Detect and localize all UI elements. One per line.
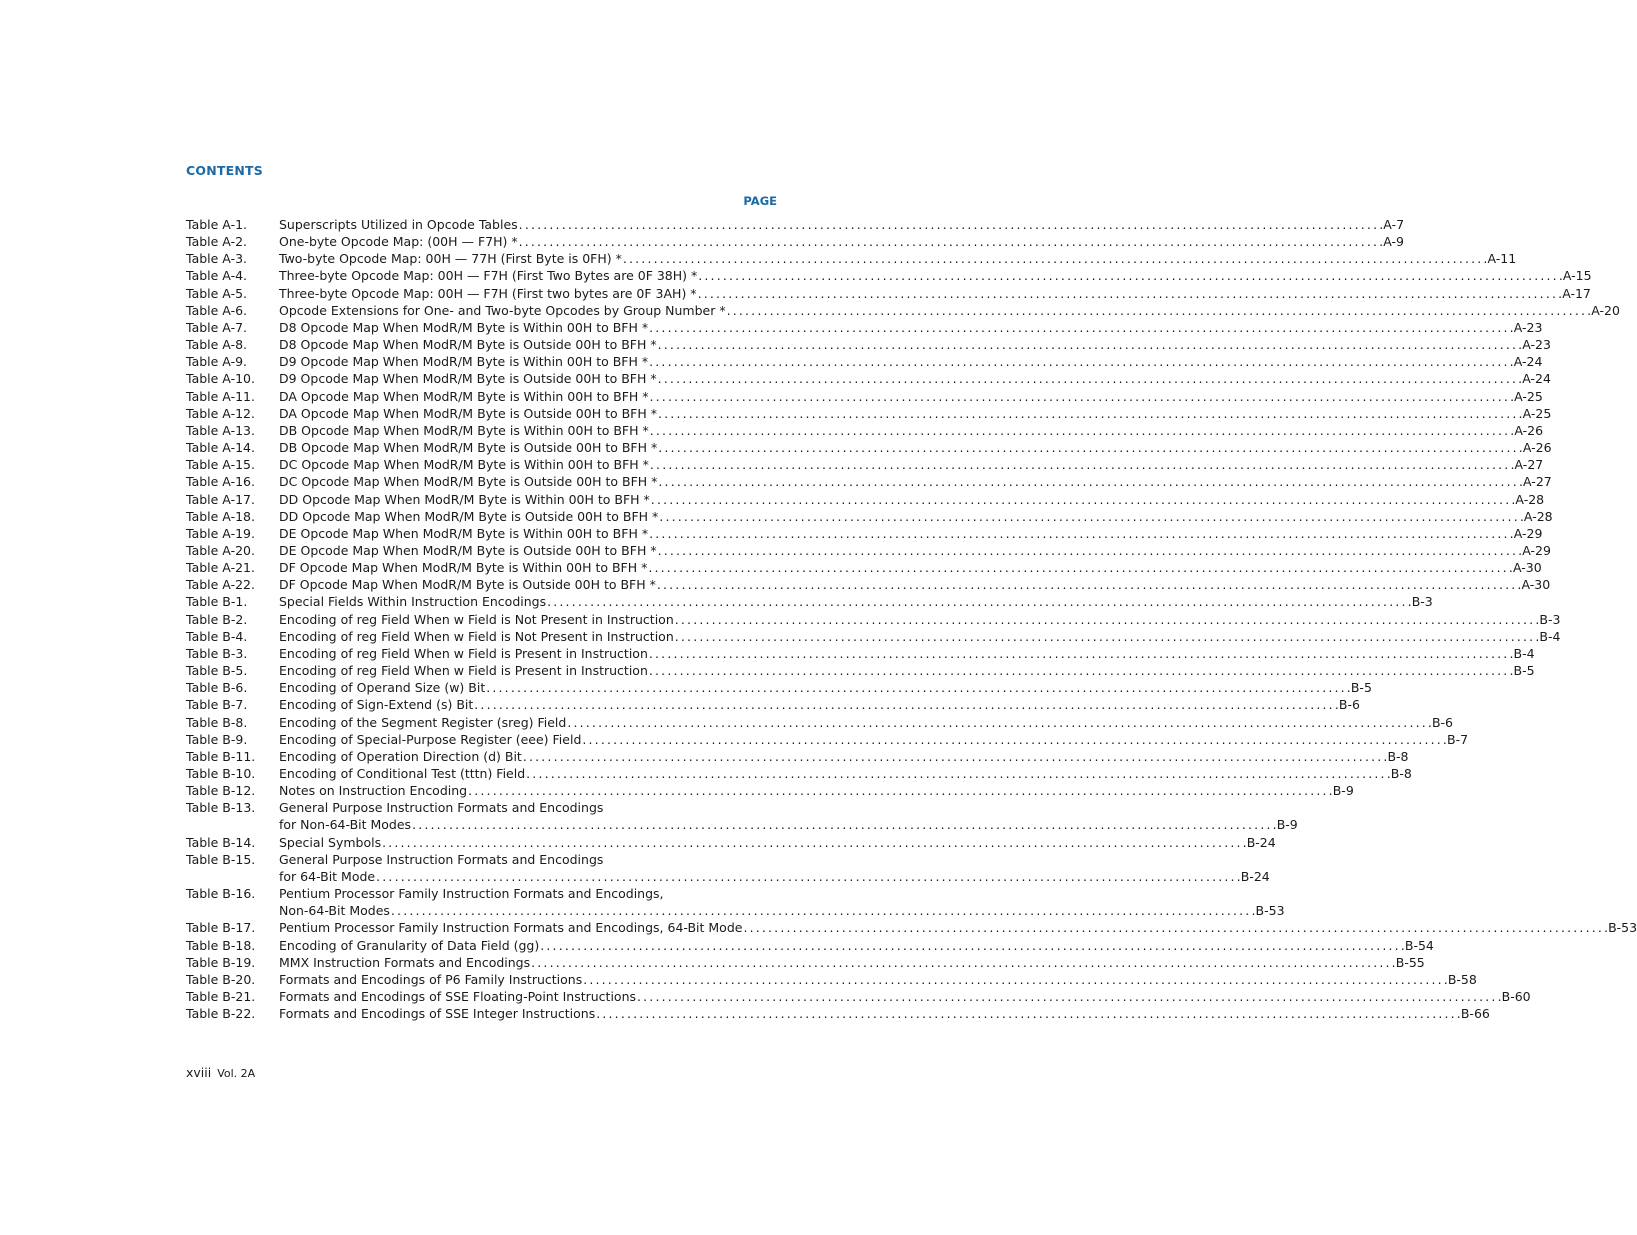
toc-entry-title: DD Opcode Map When ModR/M Byte is Outside 00H to BFH *	[279, 508, 659, 524]
toc-entry-title: Three-byte Opcode Map: 00H — F7H (First Two Bytes are 0F 38H) *	[279, 268, 698, 284]
toc-entry-title: Special Symbols	[279, 834, 382, 850]
toc-entry-page: B-24	[1246, 834, 1276, 850]
toc-entry[interactable]	[186, 491, 1545, 508]
toc-entry-number: Table B-13.	[186, 800, 256, 816]
toc-entry-page: A-26	[1522, 440, 1552, 456]
toc-entry[interactable]	[186, 1005, 1490, 1022]
toc-entry[interactable]	[186, 679, 1372, 696]
toc-entry-number: Table A-13.	[186, 422, 255, 438]
toc-entry[interactable]	[186, 576, 1551, 593]
toc-entry[interactable]	[186, 233, 1404, 250]
toc-entry-page: B-6	[1431, 714, 1454, 730]
toc-entry-page: A-24	[1522, 371, 1551, 387]
toc-entry[interactable]	[186, 405, 1552, 422]
toc-entry-page: A-25	[1514, 388, 1543, 404]
toc-entry-title: DA Opcode Map When ModR/M Byte is Within 00H to BFH *	[279, 388, 649, 404]
dot-leader	[391, 902, 1255, 919]
toc-entry-page: A-24	[1513, 354, 1543, 370]
toc-entry-number: Table B-18.	[186, 937, 256, 953]
toc-entry-page: A-27	[1514, 457, 1544, 473]
toc-entry-number: Table B-19.	[186, 954, 256, 970]
toc-entry-page: B-6	[1338, 697, 1360, 713]
toc-entry-page: B-4	[1539, 628, 1561, 644]
toc-entry-title: Opcode Extensions for One- and Two-byte Opcodes by Group Number *	[279, 302, 726, 318]
toc-entry-page: B-7	[1447, 731, 1469, 747]
dot-leader	[659, 508, 1523, 525]
dot-leader	[675, 628, 1539, 645]
toc-entry-title: Formats and Encodings of P6 Family Instructions	[279, 971, 583, 987]
toc-entry-number: Table A-8.	[186, 337, 248, 353]
toc-entry-page: A-28	[1515, 491, 1545, 507]
toc-entry-title: Formats and Encodings of SSE Floating-Point Instructions	[279, 989, 637, 1005]
toc-entry-number: Table B-14.	[186, 834, 256, 850]
toc-entry[interactable]	[186, 696, 1360, 713]
toc-entry[interactable]	[186, 285, 1591, 302]
toc-entry-page: A-17	[1562, 285, 1591, 301]
toc-entry-title: for 64-Bit Mode	[279, 868, 376, 884]
toc-entry-title: Superscripts Utilized in Opcode Tables	[279, 217, 518, 232]
toc-entry[interactable]	[186, 525, 1543, 542]
toc-entry[interactable]	[186, 971, 1477, 988]
toc-entry[interactable]	[186, 353, 1543, 370]
toc-entry-title: DF Opcode Map When ModR/M Byte is Outside 00H to BFH *	[279, 577, 656, 593]
toc-entry-number: Table B-22.	[186, 1006, 256, 1022]
toc-entry[interactable]	[186, 851, 1270, 885]
toc-entry-number: Table B-6.	[186, 680, 248, 696]
toc-entry[interactable]	[186, 628, 1561, 645]
dot-leader	[650, 422, 1514, 439]
footer-page-number: xviii	[186, 1065, 212, 1080]
toc-entry-number: Table A-7.	[186, 319, 248, 335]
toc-entry-number: Table A-9.	[186, 354, 248, 370]
toc-entry-title: Formats and Encodings of SSE Integer Instructions	[279, 1006, 596, 1022]
toc-entry[interactable]	[186, 508, 1553, 525]
toc-entry-title: Two-byte Opcode Map: 00H — 77H (First Byte is 0FH) *	[279, 251, 622, 267]
toc-entry[interactable]	[186, 765, 1412, 782]
toc-entry[interactable]	[186, 799, 1298, 833]
toc-entry[interactable]	[186, 250, 1517, 267]
toc-entry-page: B-24	[1240, 868, 1270, 884]
toc-entry-number: Table B-20.	[186, 971, 256, 987]
toc-entry-number: Table B-15.	[186, 851, 256, 867]
toc-entry-title: DA Opcode Map When ModR/M Byte is Outside 00H to BFH *	[279, 405, 657, 421]
toc-entry[interactable]	[186, 731, 1469, 748]
dot-leader	[649, 525, 1513, 542]
toc-entry-number: Table A-16.	[186, 474, 255, 490]
dot-leader	[412, 816, 1276, 833]
toc-entry-number: Table B-2.	[186, 611, 248, 627]
toc-entry-number: Table B-8.	[186, 714, 248, 730]
toc-entry-number: Table B-17.	[186, 920, 256, 936]
toc-entry-title: DB Opcode Map When ModR/M Byte is Within 00H to BFH *	[279, 422, 649, 438]
toc-entry-title: DC Opcode Map When ModR/M Byte is Within 00H to BFH *	[279, 457, 649, 473]
dot-leader	[540, 937, 1404, 954]
toc-entry-page: A-30	[1512, 560, 1542, 576]
dot-leader	[623, 250, 1487, 267]
toc-entry-number: Table A-19.	[186, 525, 255, 541]
dot-leader	[743, 919, 1607, 936]
toc-entry-number: Table A-22.	[186, 577, 255, 593]
toc-entry-number: Table A-15.	[186, 457, 255, 473]
toc-entry-title: Encoding of reg Field When w Field is Present in Instruction	[279, 663, 648, 679]
toc-entry-title: Encoding of Conditional Test (tttn) Field	[279, 766, 526, 781]
footer-volume: Vol. 2A	[217, 1067, 256, 1080]
toc-entry-title: One-byte Opcode Map: (00H — F7H) *	[279, 234, 518, 250]
dot-leader	[468, 782, 1332, 799]
toc-entry-title: D9 Opcode Map When ModR/M Byte is Within 00H to BFH *	[279, 354, 649, 370]
dot-leader	[658, 473, 1522, 490]
toc-entry[interactable]	[186, 954, 1425, 971]
toc-entry-title: Encoding of the Segment Register (sreg) Field	[279, 714, 567, 730]
toc-entry-number: Table B-3.	[186, 645, 248, 661]
toc-entry-title: DC Opcode Map When ModR/M Byte is Outside 00H to BFH *	[279, 474, 658, 490]
toc-entry-page: A-23	[1522, 337, 1551, 353]
dot-leader	[519, 216, 1383, 233]
dot-leader	[519, 233, 1383, 250]
toc-entry-number: Table A-3.	[186, 251, 248, 267]
toc-entry[interactable]	[186, 473, 1552, 490]
contents-heading: CONTENTS	[186, 163, 263, 178]
toc-entry-page: A-20	[1591, 302, 1620, 318]
dot-leader	[658, 439, 1522, 456]
page-footer	[186, 1065, 255, 1080]
dot-leader	[567, 714, 1431, 731]
toc-entry-number: Table A-17.	[186, 491, 255, 507]
dot-leader	[648, 559, 1512, 576]
toc-entry[interactable]	[186, 988, 1531, 1005]
dot-leader	[657, 576, 1521, 593]
toc-entry[interactable]	[186, 782, 1354, 799]
dot-leader	[649, 319, 1513, 336]
toc-entry-number: Table A-5.	[186, 285, 248, 301]
toc-entry-title: MMX Instruction Formats and Encodings	[279, 954, 531, 970]
toc-entry-title: Notes on Instruction Encoding	[279, 783, 468, 799]
toc-entry-number: Table A-6.	[186, 302, 248, 318]
dot-leader	[526, 765, 1390, 782]
toc-entry-title: Encoding of reg Field When w Field is Not Present in Instruction	[279, 628, 674, 644]
toc-entry[interactable]	[186, 919, 1637, 936]
dot-leader	[658, 405, 1522, 422]
toc-entry-number: Table A-20.	[186, 542, 255, 558]
toc-entry-title: DD Opcode Map When ModR/M Byte is Within 00H to BFH *	[279, 491, 650, 507]
toc-entry-page: B-53	[1608, 920, 1637, 936]
table-of-contents-list	[186, 216, 1637, 1022]
toc-entry-number: Table B-1.	[186, 594, 248, 610]
toc-entry[interactable]	[186, 559, 1542, 576]
page-column-label: PAGE	[743, 194, 777, 208]
toc-entry-title: DE Opcode Map When ModR/M Byte is Within 00H to BFH *	[279, 525, 649, 541]
toc-entry-page: A-29	[1513, 525, 1543, 541]
dot-leader	[547, 593, 1411, 610]
dot-leader	[650, 388, 1514, 405]
dot-leader	[649, 353, 1513, 370]
toc-entry[interactable]	[186, 370, 1551, 387]
dot-leader	[583, 971, 1447, 988]
toc-entry-page: A-15	[1562, 268, 1592, 284]
toc-entry-title-first-line: General Purpose Instruction Formats and Encodings	[279, 800, 604, 816]
dot-leader	[649, 662, 1513, 679]
toc-entry-title: Non-64-Bit Modes	[279, 903, 390, 919]
toc-entry-page: B-5	[1513, 663, 1535, 679]
toc-entry-page: B-54	[1404, 937, 1434, 953]
toc-entry-title: DB Opcode Map When ModR/M Byte is Outside 00H to BFH *	[279, 440, 658, 456]
toc-entry-number: Table B-7.	[186, 697, 248, 713]
toc-entry-page: B-9	[1332, 783, 1354, 799]
toc-entry[interactable]	[186, 885, 1285, 919]
toc-entry[interactable]	[186, 714, 1454, 731]
toc-entry-number: Table A-10.	[186, 371, 255, 387]
toc-entry-page: B-58	[1447, 971, 1477, 987]
toc-entry[interactable]	[186, 937, 1434, 954]
toc-entry-title-first-line: Pentium Processor Family Instruction Formats and Encodings,	[279, 886, 664, 902]
toc-entry-page: B-60	[1501, 989, 1531, 1005]
toc-entry-page: A-29	[1522, 542, 1551, 558]
dot-leader	[486, 679, 1350, 696]
toc-entry-number: Table B-9.	[186, 731, 248, 747]
toc-entry-number: Table A-21.	[186, 560, 255, 576]
toc-entry-number: Table B-21.	[186, 989, 256, 1005]
toc-entry-page: A-26	[1514, 422, 1544, 438]
dot-leader	[650, 456, 1514, 473]
toc-entry-title: Encoding of Granularity of Data Field (gg)	[279, 937, 540, 953]
toc-entry-title: Encoding of reg Field When w Field is Not Present in Instruction	[279, 611, 674, 627]
toc-entry-page: A-30	[1521, 577, 1551, 593]
toc-entry[interactable]	[186, 302, 1620, 319]
toc-entry-title: Encoding of reg Field When w Field is Present in Instruction	[279, 645, 648, 661]
dot-leader	[582, 731, 1446, 748]
toc-entry[interactable]	[186, 388, 1543, 405]
toc-entry[interactable]	[186, 662, 1535, 679]
toc-entry-page: B-66	[1460, 1006, 1490, 1022]
toc-entry-page: A-9	[1383, 234, 1404, 250]
toc-entry[interactable]	[186, 542, 1551, 559]
dot-leader	[531, 954, 1395, 971]
toc-entry-title: D9 Opcode Map When ModR/M Byte is Outside 00H to BFH *	[279, 371, 657, 387]
toc-entry-number: Table B-16.	[186, 886, 256, 902]
dot-leader	[474, 696, 1338, 713]
toc-entry-page: A-23	[1513, 319, 1543, 335]
toc-entry[interactable]	[186, 611, 1561, 628]
toc-entry-title: Special Fields Within Instruction Encodings	[279, 594, 547, 610]
toc-entry-page: B-4	[1513, 645, 1535, 661]
toc-entry-title: Encoding of Operation Direction (d) Bit	[279, 748, 522, 764]
toc-entry-number: Table A-2.	[186, 234, 248, 250]
toc-entry-number: Table B-10.	[186, 766, 256, 781]
toc-entry-page: A-27	[1523, 474, 1552, 490]
toc-entry[interactable]	[186, 336, 1551, 353]
toc-entry[interactable]	[186, 593, 1433, 610]
toc-entry[interactable]	[186, 834, 1276, 851]
toc-entry-title: Encoding of Operand Size (w) Bit	[279, 680, 486, 696]
toc-entry-page: B-3	[1539, 611, 1561, 627]
toc-entry-page: B-53	[1255, 903, 1285, 919]
toc-entry-page: B-5	[1350, 680, 1372, 696]
toc-entry[interactable]	[186, 645, 1535, 662]
toc-entry-title: for Non-64-Bit Modes	[279, 817, 412, 833]
toc-entry[interactable]	[186, 439, 1552, 456]
dot-leader	[596, 1005, 1460, 1022]
dot-leader	[658, 336, 1522, 353]
dot-leader	[376, 868, 1240, 885]
toc-entry-number: Table A-11.	[186, 388, 255, 404]
toc-entry-title: Encoding of Sign-Extend (s) Bit	[279, 697, 474, 713]
toc-entry-page: B-3	[1411, 594, 1433, 610]
toc-entry-title: DF Opcode Map When ModR/M Byte is Within 00H to BFH *	[279, 560, 648, 576]
dot-leader	[727, 302, 1591, 319]
toc-entry-page: B-8	[1390, 766, 1412, 781]
dot-leader	[649, 645, 1513, 662]
toc-entry-number: Table B-4.	[186, 628, 248, 644]
toc-entry-number: Table B-5.	[186, 663, 248, 679]
toc-entry-number: Table A-4.	[186, 268, 248, 284]
toc-entry-title: Three-byte Opcode Map: 00H — F7H (First two bytes are 0F 3AH) *	[279, 285, 697, 301]
toc-entry-title: Encoding of Special-Purpose Register (eee) Field	[279, 731, 582, 747]
toc-entry[interactable]	[186, 456, 1544, 473]
toc-entry-title: D8 Opcode Map When ModR/M Byte is Within 00H to BFH *	[279, 319, 649, 335]
dot-leader	[658, 370, 1522, 387]
dot-leader	[658, 542, 1522, 559]
toc-entry-page: A-28	[1523, 508, 1553, 524]
toc-entry-page: B-9	[1276, 817, 1298, 833]
toc-entry[interactable]	[186, 267, 1592, 284]
toc-entry-title: Pentium Processor Family Instruction Formats and Encodings, 64-Bit Mode	[279, 920, 743, 936]
dot-leader	[675, 611, 1539, 628]
toc-entry-number: Table A-1.	[186, 217, 248, 232]
toc-entry-title: DE Opcode Map When ModR/M Byte is Outside 00H to BFH *	[279, 542, 657, 558]
dot-leader	[523, 748, 1387, 765]
toc-entry-number: Table B-11.	[186, 748, 256, 764]
toc-entry-page: B-55	[1395, 954, 1425, 970]
toc-entry-page: B-8	[1387, 748, 1409, 764]
toc-entry[interactable]	[186, 216, 1405, 233]
toc-entry-page: A-25	[1522, 405, 1552, 421]
toc-entry-page: A-7	[1383, 217, 1405, 232]
toc-entry-number: Table A-18.	[186, 508, 255, 524]
dot-leader	[698, 285, 1562, 302]
toc-entry-title: D8 Opcode Map When ModR/M Byte is Outside 00H to BFH *	[279, 337, 657, 353]
toc-entry[interactable]	[186, 319, 1543, 336]
dot-leader	[651, 491, 1515, 508]
dot-leader	[698, 267, 1562, 284]
toc-entry[interactable]	[186, 422, 1544, 439]
toc-entry[interactable]	[186, 748, 1409, 765]
toc-entry-number: Table B-12.	[186, 783, 256, 799]
dot-leader	[382, 834, 1246, 851]
toc-entry-title-first-line: General Purpose Instruction Formats and Encodings	[279, 851, 604, 867]
toc-entry-page: A-11	[1487, 251, 1517, 267]
toc-entry-number: Table A-14.	[186, 440, 255, 456]
toc-entry-number: Table A-12.	[186, 405, 255, 421]
dot-leader	[637, 988, 1501, 1005]
